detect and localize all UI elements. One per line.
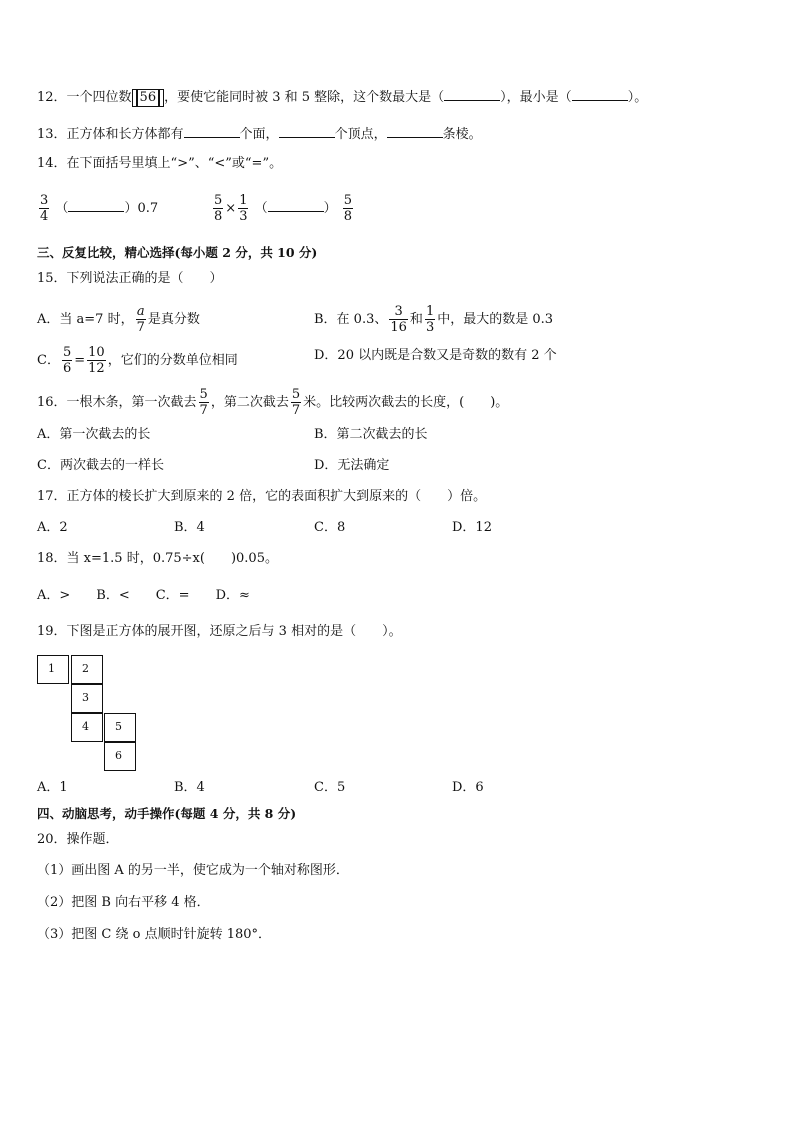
net-face-2: 2 bbox=[71, 655, 103, 684]
option-16-c[interactable]: C．两次截去的一样长 bbox=[37, 458, 164, 473]
question-20: 20．操作题． bbox=[37, 832, 119, 847]
question-18: 18．当 x=1.5 时，0.75÷x( )0.05。 bbox=[37, 551, 278, 566]
option-19-a[interactable]: A．1 bbox=[37, 780, 68, 795]
question-20-part-1: （1）画出图 A 的另一半，使它成为一个轴对称图形． bbox=[37, 863, 349, 878]
question-19: 19．下图是正方体的展开图，还原之后与 3 相对的是（ ）。 bbox=[37, 624, 402, 639]
net-face-5: 5 bbox=[104, 713, 136, 742]
question-14-item-1: $\frac{3}{4}$ （ ）0.7 bbox=[40, 193, 159, 224]
digit-box-56: 56 bbox=[137, 89, 160, 107]
options-18[interactable]: A．> B．< C．= D．≈ bbox=[37, 588, 250, 603]
option-19-c[interactable]: C．5 bbox=[314, 780, 346, 795]
option-16-d[interactable]: D．无法确定 bbox=[314, 458, 390, 473]
section-3-heading: 三、反复比较，精心选择(每小题 2 分，共 10 分) bbox=[37, 245, 318, 260]
question-16: 16．一根木条，第一次截去 $\frac{5}{7}$ ，第二次截去 $\frac{5}{7}$ 米。比较两次截去的长度，( )。 bbox=[37, 387, 509, 418]
option-19-b[interactable]: B．4 bbox=[174, 780, 205, 795]
fraction: $\frac{5}{6}$ bbox=[62, 345, 72, 376]
net-face-1: 1 bbox=[37, 655, 69, 684]
fraction: $\frac{3}{16}$ bbox=[390, 304, 407, 335]
option-17-b[interactable]: B．4 bbox=[174, 520, 205, 535]
answer-blank-min[interactable] bbox=[572, 88, 628, 101]
question-20-part-2: （2）把图 B 向右平移 4 格． bbox=[37, 895, 210, 910]
fraction: $\frac{10}{12}$ bbox=[88, 345, 105, 376]
compare-blank-2[interactable] bbox=[268, 199, 324, 212]
option-17-c[interactable]: C．8 bbox=[314, 520, 346, 535]
option-15-a[interactable]: A．当 a=7 时， $\frac{a}{7}$ 是真分数 bbox=[37, 304, 200, 335]
answer-blank-vertices[interactable] bbox=[279, 125, 335, 138]
option-15-b[interactable]: B．在 0.3、 $\frac{3}{16}$ 和 $\frac{1}{3}$ 中，最大的数是 0.3 bbox=[314, 304, 554, 335]
fraction: $\frac{a}{7}$ bbox=[136, 304, 145, 335]
answer-blank-faces[interactable] bbox=[184, 125, 240, 138]
option-19-d[interactable]: D．6 bbox=[452, 780, 484, 795]
compare-blank-1[interactable] bbox=[68, 199, 124, 212]
fraction: $\frac{5}{7}$ bbox=[291, 387, 301, 418]
question-14-item-2: $\frac{5}{8}$ × $\frac{1}{3}$ （ ） $\frac{5}{8}$ bbox=[214, 193, 353, 224]
option-17-a[interactable]: A．2 bbox=[37, 520, 68, 535]
section-4-heading: 四、动脑思考，动手操作(每题 4 分，共 8 分) bbox=[37, 806, 297, 821]
fraction: $\frac{1}{3}$ bbox=[425, 304, 435, 335]
option-16-b[interactable]: B．第二次截去的长 bbox=[314, 427, 428, 442]
fraction: $\frac{5}{8}$ bbox=[214, 193, 223, 224]
question-13: 13．正方体和长方体都有 个面， 个顶点， 条棱。 bbox=[37, 127, 482, 142]
option-16-a[interactable]: A．第一次截去的长 bbox=[37, 427, 151, 442]
option-15-d[interactable]: D．20 以内既是合数又是奇数的数有 2 个 bbox=[314, 348, 557, 363]
question-15: 15．下列说法正确的是（ ） bbox=[37, 271, 223, 286]
question-17: 17．正方体的棱长扩大到原来的 2 倍，它的表面积扩大到原来的（ ）倍。 bbox=[37, 489, 487, 504]
answer-blank-edges[interactable] bbox=[387, 125, 443, 138]
answer-blank-max[interactable] bbox=[444, 88, 500, 101]
net-face-4: 4 bbox=[71, 713, 103, 742]
question-12: 12．一个四位数 56 ，要使它能同时被 3 和 5 整除，这个数最大是（ ），最小是（ ）。 bbox=[37, 89, 648, 105]
option-17-d[interactable]: D．12 bbox=[452, 520, 492, 535]
fraction: $\frac{5}{8}$ bbox=[343, 193, 353, 224]
fraction: $\frac{1}{3}$ bbox=[239, 193, 248, 224]
option-15-c[interactable]: C． $\frac{5}{6}$ = $\frac{10}{12}$ ，它们的分数单位相同 bbox=[37, 345, 238, 376]
question-20-part-3: （3）把图 C 绕 o 点顺时针旋转 180°． bbox=[37, 927, 272, 942]
fraction: $\frac{3}{4}$ bbox=[40, 193, 49, 224]
cube-net-diagram bbox=[37, 655, 139, 773]
net-face-6: 6 bbox=[104, 742, 136, 771]
question-14: 14．在下面括号里填上“>”、“<”或“=”。 bbox=[37, 156, 283, 171]
fraction: $\frac{5}{7}$ bbox=[199, 387, 208, 418]
net-face-3: 3 bbox=[71, 684, 103, 713]
